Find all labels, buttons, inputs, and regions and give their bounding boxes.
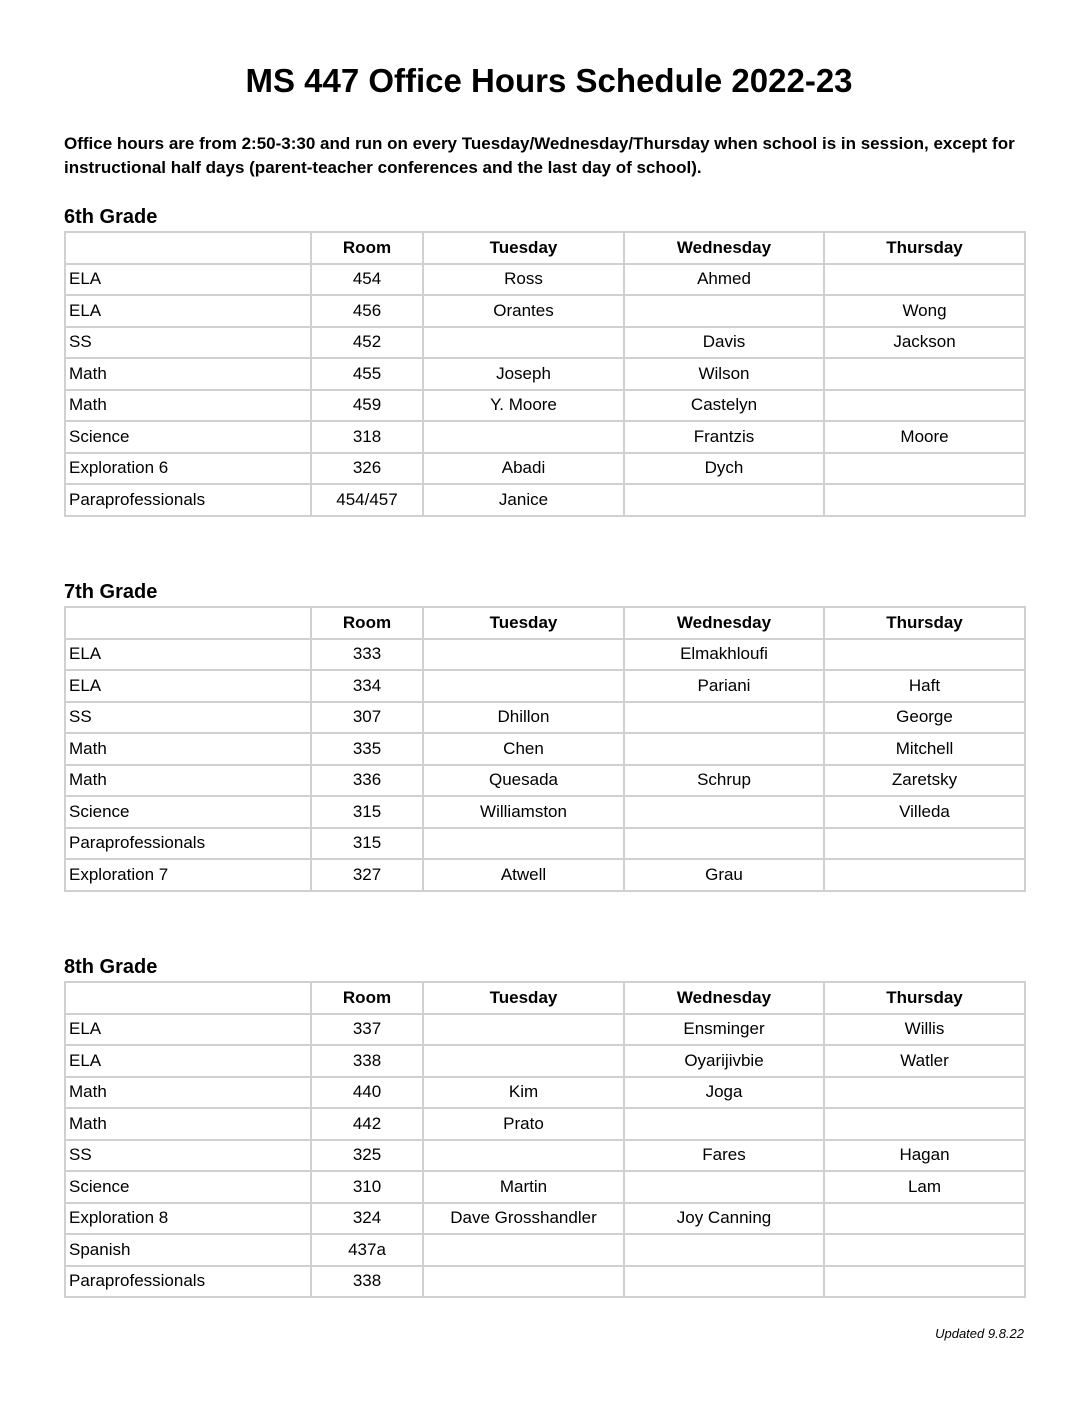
teacher-cell: Wong	[824, 295, 1025, 327]
teacher-cell: Joy Canning	[624, 1203, 824, 1235]
room-cell: 338	[311, 1045, 423, 1077]
teacher-cell: Fares	[624, 1140, 824, 1172]
section-title: 7th Grade	[64, 581, 158, 603]
section-title: 8th Grade	[64, 956, 158, 978]
teacher-cell: Haft	[824, 670, 1025, 702]
teacher-cell: Atwell	[423, 859, 624, 891]
room-cell: 315	[311, 796, 423, 828]
table-row	[65, 765, 1025, 797]
table-row	[65, 1234, 1025, 1266]
subject-cell: ELA	[65, 1045, 311, 1077]
table-row	[65, 484, 1025, 516]
room-cell: 310	[311, 1171, 423, 1203]
subject-cell: Science	[65, 1171, 311, 1203]
teacher-cell	[824, 264, 1025, 296]
teacher-cell: Elmakhloufi	[624, 639, 824, 671]
teacher-cell: Ensminger	[624, 1014, 824, 1046]
teacher-cell: Mitchell	[824, 733, 1025, 765]
teacher-cell: Joga	[624, 1077, 824, 1109]
room-cell: 338	[311, 1266, 423, 1298]
room-cell: 336	[311, 765, 423, 797]
subject-cell: ELA	[65, 264, 311, 296]
teacher-cell: Moore	[824, 421, 1025, 453]
room-cell: 456	[311, 295, 423, 327]
column-header: Tuesday	[423, 982, 624, 1014]
teacher-cell	[624, 1108, 824, 1140]
teacher-cell	[624, 702, 824, 734]
column-header: Room	[311, 232, 423, 264]
column-header	[65, 607, 311, 639]
teacher-cell: Zaretsky	[824, 765, 1025, 797]
table-row	[65, 1171, 1025, 1203]
teacher-cell: Williamston	[423, 796, 624, 828]
teacher-cell: Orantes	[423, 295, 624, 327]
teacher-cell	[824, 1108, 1025, 1140]
grade-section-7	[64, 578, 1024, 892]
teacher-cell: Willis	[824, 1014, 1025, 1046]
table-row	[65, 702, 1025, 734]
column-header: Thursday	[824, 982, 1025, 1014]
teacher-cell: Hagan	[824, 1140, 1025, 1172]
teacher-cell: Ahmed	[624, 264, 824, 296]
subject-cell: Exploration 8	[65, 1203, 311, 1235]
teacher-cell	[824, 484, 1025, 516]
teacher-cell: Y. Moore	[423, 390, 624, 422]
teacher-cell: Watler	[824, 1045, 1025, 1077]
column-header	[65, 232, 311, 264]
table-row	[65, 358, 1025, 390]
room-cell: 337	[311, 1014, 423, 1046]
room-cell: 325	[311, 1140, 423, 1172]
column-header: Tuesday	[423, 607, 624, 639]
teacher-cell: Joseph	[423, 358, 624, 390]
table-row	[65, 670, 1025, 702]
room-cell: 452	[311, 327, 423, 359]
teacher-cell	[423, 1045, 624, 1077]
table-row	[65, 453, 1025, 485]
schedule-table-7th	[64, 606, 1026, 892]
subject-cell: SS	[65, 1140, 311, 1172]
teacher-cell: Davis	[624, 327, 824, 359]
teacher-cell: Frantzis	[624, 421, 824, 453]
teacher-cell	[624, 733, 824, 765]
table-row	[65, 733, 1025, 765]
room-cell: 454/457	[311, 484, 423, 516]
header-row	[65, 982, 1025, 1014]
subject-cell: Exploration 6	[65, 453, 311, 485]
teacher-cell: Dych	[624, 453, 824, 485]
table-row	[65, 1203, 1025, 1235]
teacher-cell	[824, 390, 1025, 422]
table-row	[65, 1014, 1025, 1046]
header-row	[65, 232, 1025, 264]
teacher-cell	[824, 828, 1025, 860]
room-cell: 333	[311, 639, 423, 671]
table-row	[65, 1266, 1025, 1298]
subject-cell: ELA	[65, 295, 311, 327]
subject-cell: Math	[65, 390, 311, 422]
subject-cell: Math	[65, 733, 311, 765]
subject-cell: Math	[65, 1077, 311, 1109]
teacher-cell: Dave Grosshandler	[423, 1203, 624, 1235]
teacher-cell	[624, 796, 824, 828]
subject-cell: Exploration 7	[65, 859, 311, 891]
teacher-cell	[423, 1234, 624, 1266]
teacher-cell	[824, 358, 1025, 390]
teacher-cell: Janice	[423, 484, 624, 516]
grade-section-6	[64, 203, 1024, 517]
teacher-cell: Oyarijivbie	[624, 1045, 824, 1077]
header-row	[65, 607, 1025, 639]
teacher-cell	[624, 828, 824, 860]
teacher-cell: Wilson	[624, 358, 824, 390]
column-header	[65, 982, 311, 1014]
teacher-cell	[824, 859, 1025, 891]
column-header: Thursday	[824, 607, 1025, 639]
subject-cell: Paraprofessionals	[65, 1266, 311, 1298]
room-cell: 307	[311, 702, 423, 734]
schedule-table-6th	[64, 231, 1026, 517]
teacher-cell	[423, 327, 624, 359]
teacher-cell: Chen	[423, 733, 624, 765]
room-cell: 327	[311, 859, 423, 891]
teacher-cell: Grau	[624, 859, 824, 891]
table-row	[65, 1077, 1025, 1109]
subject-cell: Paraprofessionals	[65, 484, 311, 516]
subject-cell: Math	[65, 358, 311, 390]
column-header: Wednesday	[624, 982, 824, 1014]
teacher-cell	[824, 1234, 1025, 1266]
room-cell: 455	[311, 358, 423, 390]
teacher-cell: Quesada	[423, 765, 624, 797]
column-header: Room	[311, 982, 423, 1014]
subject-cell: Math	[65, 1108, 311, 1140]
teacher-cell: Kim	[423, 1077, 624, 1109]
subject-cell: Spanish	[65, 1234, 311, 1266]
teacher-cell: Ross	[423, 264, 624, 296]
teacher-cell	[624, 484, 824, 516]
teacher-cell	[423, 828, 624, 860]
room-cell: 335	[311, 733, 423, 765]
table-row	[65, 1108, 1025, 1140]
teacher-cell	[824, 1203, 1025, 1235]
subject-cell: Science	[65, 796, 311, 828]
table-row	[65, 421, 1025, 453]
subject-cell: ELA	[65, 670, 311, 702]
teacher-cell	[624, 295, 824, 327]
room-cell: 324	[311, 1203, 423, 1235]
table-row	[65, 1140, 1025, 1172]
room-cell: 442	[311, 1108, 423, 1140]
teacher-cell: Prato	[423, 1108, 624, 1140]
table-row	[65, 390, 1025, 422]
schedule-table-8th	[64, 981, 1026, 1298]
table-row	[65, 327, 1025, 359]
section-title: 6th Grade	[64, 206, 158, 228]
room-cell: 454	[311, 264, 423, 296]
teacher-cell	[824, 1266, 1025, 1298]
subject-cell: Math	[65, 765, 311, 797]
column-header: Thursday	[824, 232, 1025, 264]
teacher-cell: Dhillon	[423, 702, 624, 734]
teacher-cell: Lam	[824, 1171, 1025, 1203]
teacher-cell	[423, 1014, 624, 1046]
teacher-cell	[824, 1077, 1025, 1109]
teacher-cell: Villeda	[824, 796, 1025, 828]
teacher-cell	[624, 1171, 824, 1203]
room-cell: 437a	[311, 1234, 423, 1266]
subject-cell: SS	[65, 327, 311, 359]
teacher-cell	[423, 421, 624, 453]
table-row	[65, 264, 1025, 296]
room-cell: 440	[311, 1077, 423, 1109]
teacher-cell: Martin	[423, 1171, 624, 1203]
table-row	[65, 796, 1025, 828]
table-row	[65, 295, 1025, 327]
column-header: Tuesday	[423, 232, 624, 264]
teacher-cell	[624, 1234, 824, 1266]
subject-cell: Paraprofessionals	[65, 828, 311, 860]
teacher-cell: Pariani	[624, 670, 824, 702]
teacher-cell	[423, 1266, 624, 1298]
column-header: Wednesday	[624, 607, 824, 639]
subject-cell: ELA	[65, 639, 311, 671]
teacher-cell: George	[824, 702, 1025, 734]
teacher-cell: Jackson	[824, 327, 1025, 359]
subject-cell: Science	[65, 421, 311, 453]
grade-section-8	[64, 953, 1024, 1298]
table-row	[65, 859, 1025, 891]
table-row	[65, 1045, 1025, 1077]
teacher-cell: Castelyn	[624, 390, 824, 422]
teacher-cell: Abadi	[423, 453, 624, 485]
teacher-cell	[423, 639, 624, 671]
teacher-cell	[423, 670, 624, 702]
teacher-cell	[423, 1140, 624, 1172]
teacher-cell	[824, 453, 1025, 485]
room-cell: 459	[311, 390, 423, 422]
teacher-cell: Schrup	[624, 765, 824, 797]
updated-note: Updated 9.8.22	[935, 1326, 1024, 1341]
intro-text: Office hours are from 2:50-3:30 and run on every Tuesday/Wednesday/Thursday when school is in session, except for instructional half days (parent-teacher conferences and the last day of school).	[64, 134, 1015, 177]
room-cell: 318	[311, 421, 423, 453]
column-header: Room	[311, 607, 423, 639]
table-row	[65, 639, 1025, 671]
room-cell: 315	[311, 828, 423, 860]
table-row	[65, 828, 1025, 860]
teacher-cell	[824, 639, 1025, 671]
room-cell: 326	[311, 453, 423, 485]
subject-cell: ELA	[65, 1014, 311, 1046]
room-cell: 334	[311, 670, 423, 702]
column-header: Wednesday	[624, 232, 824, 264]
teacher-cell	[624, 1266, 824, 1298]
page-title: MS 447 Office Hours Schedule 2022-23	[245, 62, 853, 99]
subject-cell: SS	[65, 702, 311, 734]
